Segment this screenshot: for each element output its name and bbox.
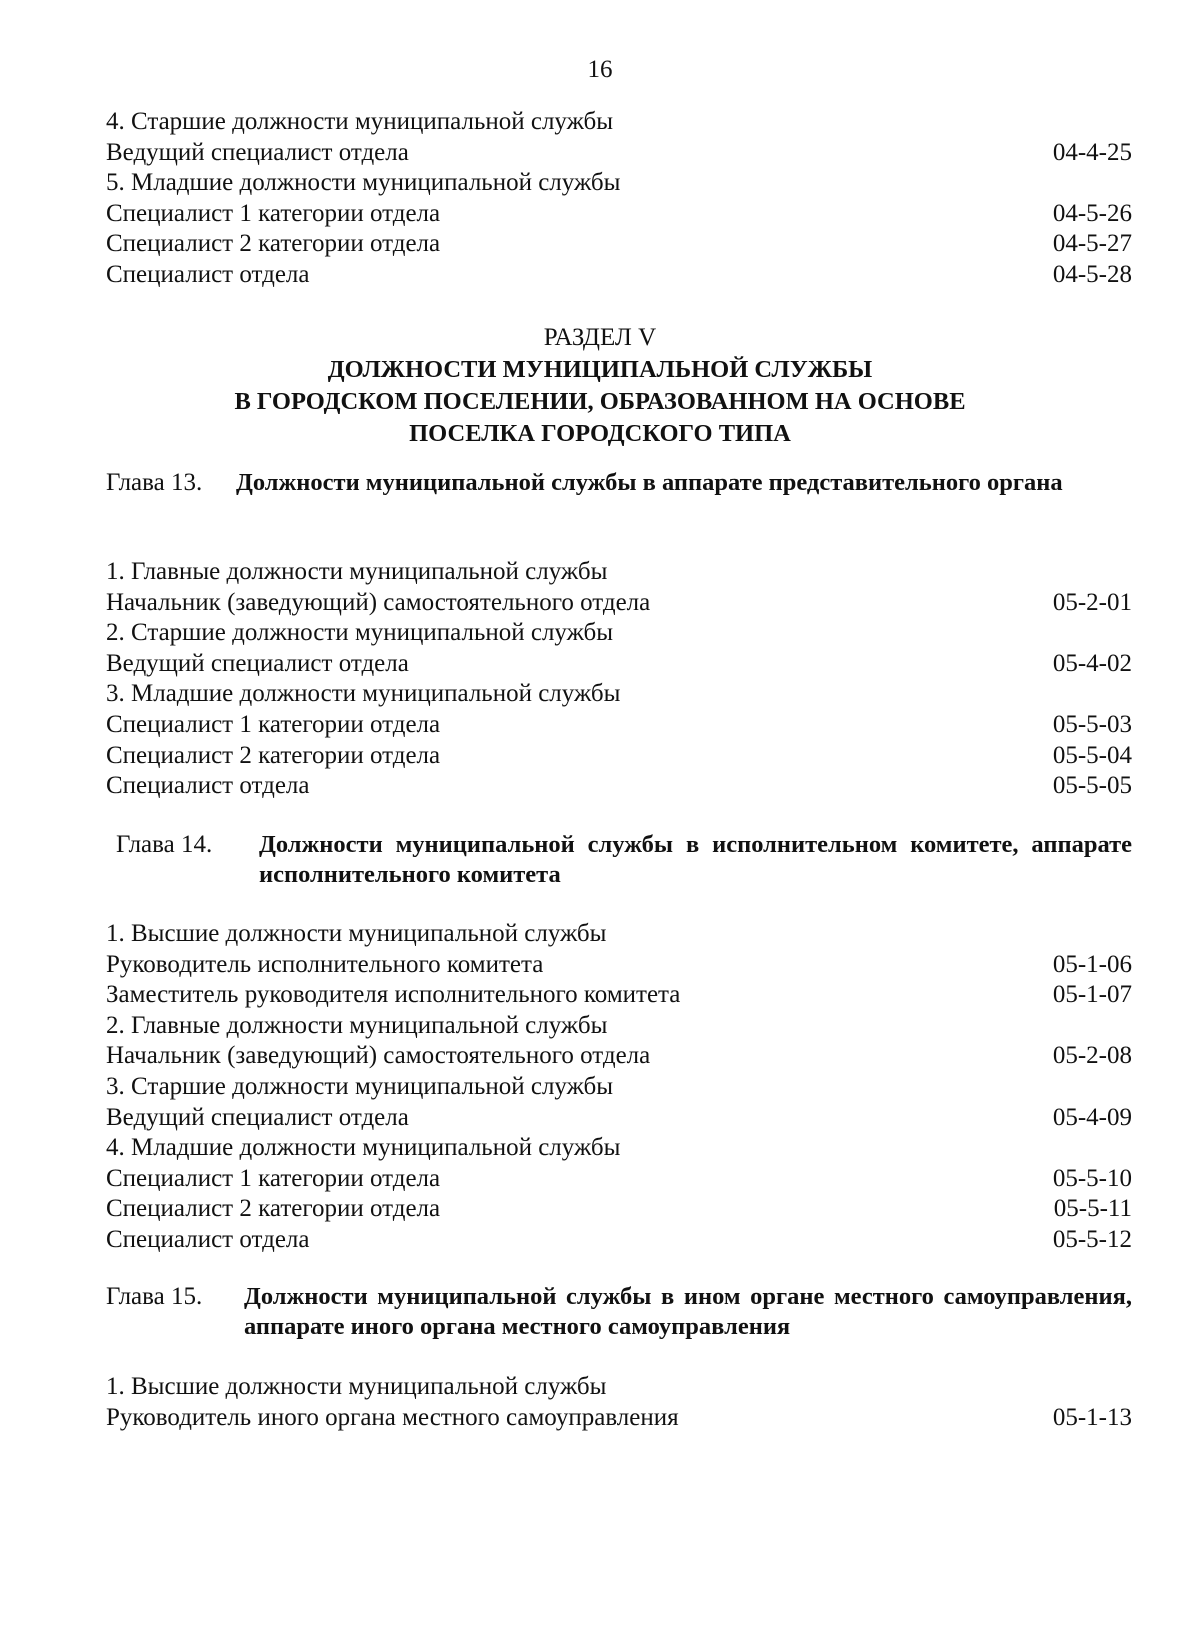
position-code: 05-5-03 [1052, 710, 1132, 738]
position-name: Специалист отдела [106, 1225, 310, 1253]
chapter-title: Должности муниципальной службы в исполнительном комитете, аппарате исполнительного комитета [259, 831, 1132, 888]
position-name: 2. Главные должности муниципальной службы [106, 1011, 608, 1039]
position-code: 05-4-02 [1052, 649, 1132, 677]
position-code: 05-1-13 [1052, 1403, 1132, 1431]
position-name: Начальник (заведующий) самостоятельного отдела [106, 1042, 651, 1070]
position-name: Ведущий специалист отдела [106, 138, 409, 166]
position-name: Заместитель руководителя исполнительного комитета [106, 981, 681, 1009]
page-number: 16 [587, 56, 613, 83]
chapter-title: Должности муниципальной службы в аппарате представительного органа [236, 469, 1063, 496]
position-name: Специалист 2 категории отдела [106, 1195, 441, 1223]
position-code: 05-1-07 [1052, 981, 1132, 1009]
list-item [106, 710, 1132, 741]
list-item [106, 649, 1132, 680]
position-name: Специалист 2 категории отдела [106, 741, 441, 769]
position-code: 05-1-06 [1052, 950, 1132, 978]
list-item [106, 168, 1132, 199]
list-item [106, 1072, 1132, 1103]
list-item [106, 919, 1132, 950]
position-code: 04-5-26 [1052, 199, 1132, 227]
section-heading [0, 322, 1200, 450]
section-label: РАЗДЕЛ V [543, 324, 657, 351]
chapter-13-heading [106, 468, 1132, 498]
position-name: Специалист отдела [106, 772, 310, 800]
position-name: Специалист 1 категории отдела [106, 710, 441, 738]
list-item [106, 1403, 1132, 1434]
position-name: Начальник (заведующий) самостоятельного отдела [106, 588, 651, 616]
list-item [106, 1194, 1132, 1225]
position-code: 05-4-09 [1052, 1103, 1132, 1131]
list-item [106, 199, 1132, 230]
position-code: 05-5-05 [1052, 772, 1132, 800]
position-name: 1. Высшие должности муниципальной службы [106, 1373, 607, 1400]
list-item [106, 260, 1132, 291]
position-name: Руководитель исполнительного комитета [106, 950, 544, 978]
position-name: 4. Младшие должности муниципальной службы [106, 1134, 621, 1162]
list-item [106, 618, 1132, 649]
position-name: 2. Старшие должности муниципальной службы [106, 619, 614, 647]
position-name: Руководитель иного органа местного самоуправления [106, 1403, 679, 1431]
section-title-line: ПОСЕЛКА ГОРОДСКОГО ТИПА [409, 420, 791, 447]
position-name: 3. Старшие должности муниципальной службы [106, 1072, 614, 1100]
position-name: 4. Старшие должности муниципальной службы [106, 108, 614, 135]
chapter-title: Должности муниципальной службы в ином органе местного самоуправления, аппарате иного органа местного самоуправления [244, 1283, 1132, 1340]
position-code: 05-5-04 [1052, 741, 1132, 769]
list-item [106, 679, 1132, 710]
list-item [106, 950, 1132, 981]
list-item [106, 1011, 1132, 1042]
position-code: 05-5-12 [1052, 1225, 1132, 1253]
position-name: 5. Младшие должности муниципальной службы [106, 169, 621, 197]
top-position-list [106, 107, 1132, 291]
list-item [106, 1164, 1132, 1195]
list-item [106, 229, 1132, 260]
position-name: 1. Высшие должности муниципальной службы [106, 920, 607, 947]
list-item [106, 1103, 1132, 1134]
list-item [106, 741, 1132, 772]
position-code: 05-2-08 [1052, 1042, 1132, 1070]
list-item [106, 771, 1132, 802]
list-item [106, 557, 1132, 588]
position-code: 05-2-01 [1052, 588, 1132, 616]
position-name: Специалист отдела [106, 260, 310, 288]
chapter-15-position-list [106, 1372, 1132, 1433]
list-item [106, 980, 1132, 1011]
list-item [106, 107, 1132, 138]
list-item [106, 138, 1132, 169]
position-code: 04-5-28 [1052, 260, 1132, 288]
chapter-14-position-list [106, 919, 1132, 1256]
position-name: 3. Младшие должности муниципальной службы [106, 680, 621, 708]
chapter-15-heading [106, 1282, 1132, 1342]
position-name: Специалист 2 категории отдела [106, 230, 441, 258]
position-name: 1. Главные должности муниципальной службы [106, 558, 608, 585]
list-item [106, 1041, 1132, 1072]
chapter-14-heading [116, 830, 1132, 890]
position-code: 05-5-10 [1052, 1164, 1132, 1192]
position-name: Ведущий специалист отдела [106, 1103, 409, 1131]
position-name: Специалист 1 категории отдела [106, 199, 441, 227]
list-item [106, 1372, 1132, 1403]
chapter-label: Глава 14. [116, 831, 213, 858]
section-title-line: В ГОРОДСКОМ ПОСЕЛЕНИИ, ОБРАЗОВАННОМ НА ОСНОВЕ [234, 388, 966, 415]
list-item [106, 1225, 1132, 1256]
position-name: Ведущий специалист отдела [106, 649, 409, 677]
chapter-label: Глава 13. [106, 469, 203, 496]
position-code: 04-4-25 [1052, 138, 1132, 166]
position-name: Специалист 1 категории отдела [106, 1164, 441, 1192]
list-item [106, 1133, 1132, 1164]
chapter-13-position-list [106, 557, 1132, 802]
list-item [106, 588, 1132, 619]
chapter-label: Глава 15. [106, 1283, 203, 1310]
position-code: 05-5-11 [1053, 1195, 1132, 1223]
section-title-line: ДОЛЖНОСТИ МУНИЦИПАЛЬНОЙ СЛУЖБЫ [327, 356, 873, 383]
position-code: 04-5-27 [1052, 230, 1132, 258]
